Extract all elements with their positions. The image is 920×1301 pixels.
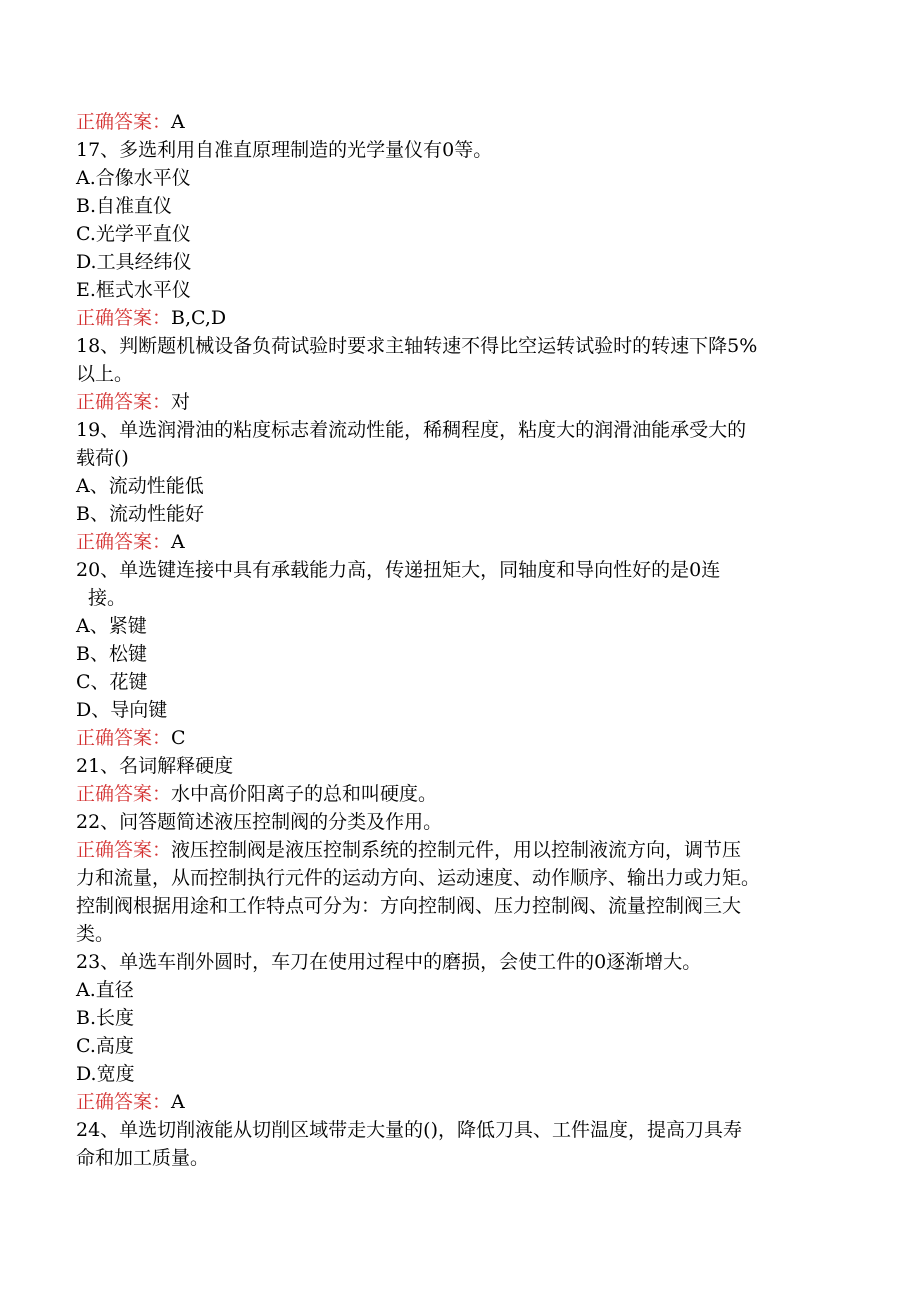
answer-label: 正确答案： [76, 307, 172, 329]
answer-label: 正确答案： [76, 727, 172, 749]
option-e: E.框式水平仪 [76, 279, 191, 301]
answer-line [76, 836, 846, 864]
option-d: D、导向键 [76, 699, 168, 721]
option-c: C.高度 [76, 1035, 134, 1057]
answer-value: C [171, 727, 186, 749]
answer-value: 对 [171, 391, 191, 413]
answer-cont: 控制阀根据用途和工作特点可分为：方向控制阀、压力控制阀、流量控制阀三大 [76, 895, 742, 917]
question-18: 18、判断题机械设备负荷试验时要求主轴转速不得比空运转试验时的转速下降5% [76, 335, 758, 357]
answer-label: 正确答案： [76, 111, 172, 133]
option-b: B.长度 [76, 1007, 135, 1029]
option-b: B、松键 [76, 643, 147, 665]
option-d: D.宽度 [76, 1063, 135, 1085]
option-a: A、紧键 [76, 615, 147, 637]
answer-label: 正确答案： [76, 783, 172, 805]
answer-cont: 力和流量，从而控制执行元件的运动方向、运动速度、动作顺序、输出力或力矩。 [76, 867, 761, 889]
question-21: 21、名词解释硬度 [76, 755, 234, 777]
answer-line [76, 108, 846, 136]
answer-line [76, 388, 846, 416]
answer-line [76, 1088, 846, 1116]
question-17: 17、多选利用自准直原理制造的光学量仪有0等。 [76, 139, 493, 161]
answer-label: 正确答案： [76, 531, 172, 553]
answer-label: 正确答案： [76, 839, 172, 861]
answer-value: A [171, 531, 185, 553]
answer-value: A [171, 1091, 185, 1113]
answer-label: 正确答案： [76, 1091, 172, 1113]
answer-line [76, 724, 846, 752]
question-23: 23、单选车削外圆时，车刀在使用过程中的磨损，会使工件的0逐渐增大。 [76, 951, 702, 973]
question-20: 20、单选键连接中具有承载能力高，传递扭矩大，同轴度和导向性好的是0连 [76, 559, 721, 581]
answer-line [76, 304, 846, 332]
answer-value: B,C,D [171, 307, 227, 329]
option-b: B.自准直仪 [76, 195, 173, 217]
question-24: 24、单选切削液能从切削区域带走大量的()，降低刀具、工件温度，提高刀具寿 [76, 1119, 743, 1141]
option-d: D.工具经纬仪 [76, 251, 192, 273]
question-20-cont: 接。 [88, 587, 127, 609]
option-c: C.光学平直仪 [76, 223, 191, 245]
question-18-cont: 以上。 [76, 363, 134, 385]
answer-value: A [171, 111, 185, 133]
option-a: A、流动性能低 [76, 475, 204, 497]
answer-line [76, 780, 846, 808]
option-a: A.直径 [76, 979, 134, 1001]
question-24-cont: 命和加工质量。 [76, 1147, 210, 1169]
question-22: 22、问答题简述液压控制阀的分类及作用。 [76, 811, 443, 833]
answer-cont: 类。 [76, 923, 115, 945]
answer-value: 液压控制阀是液压控制系统的控制元件，用以控制液流方向，调节压 [171, 839, 742, 861]
option-b: B、流动性能好 [76, 503, 204, 525]
option-a: A.合像水平仪 [76, 167, 191, 189]
option-c: C、花键 [76, 671, 148, 693]
answer-value: 水中高价阳离子的总和叫硬度。 [171, 783, 438, 805]
answer-line [76, 528, 846, 556]
answer-label: 正确答案： [76, 391, 172, 413]
question-19: 19、单选润滑油的粘度标志着流动性能，稀稠程度，粘度大的润滑油能承受大的 [76, 419, 747, 441]
exam-page [76, 108, 846, 1172]
question-19-cont: 载荷() [76, 447, 129, 469]
